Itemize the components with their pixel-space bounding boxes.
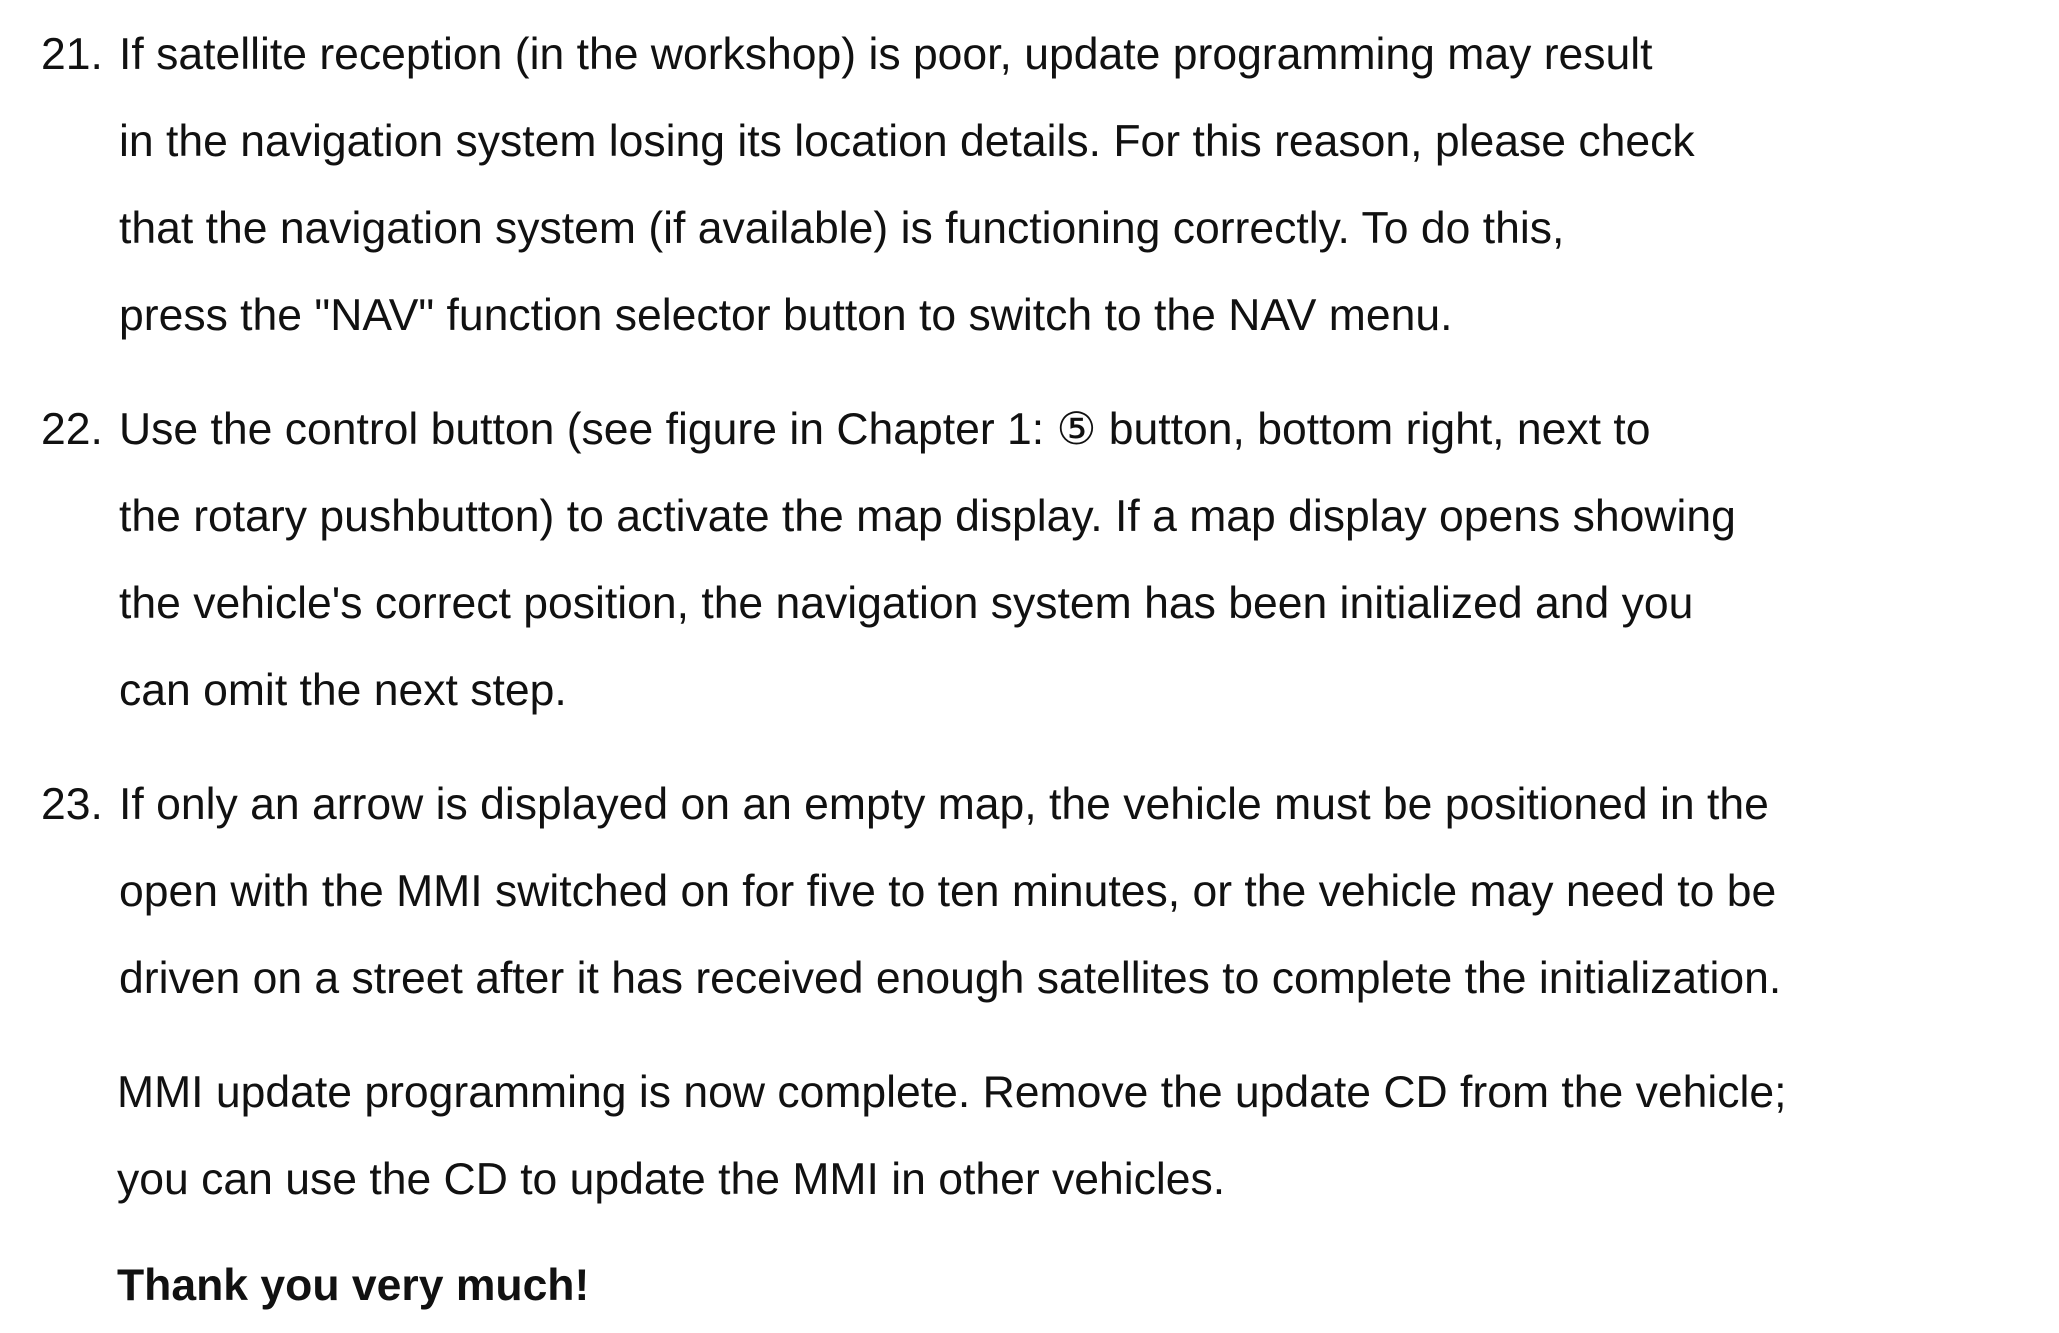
step-text — [119, 761, 2031, 1022]
text-line: that the navigation system (if available) is functioning correctly. To do this, — [119, 204, 1565, 253]
step-number: 22. — [41, 405, 103, 454]
text-line: press the "NAV" function selector button to switch to the NAV menu. — [119, 291, 1453, 340]
text-line: in the navigation system losing its location details. For this reason, please check — [119, 117, 1695, 166]
step-22 — [41, 386, 2031, 734]
step-number: 21. — [41, 30, 103, 79]
step-number: 23. — [41, 780, 103, 829]
closing-text: Thank you very much! — [117, 1261, 590, 1310]
text-line: If only an arrow is displayed on an empty map, the vehicle must be positioned in the — [119, 780, 1769, 829]
text-line: the rotary pushbutton) to activate the map display. If a map display opens showing — [119, 492, 1736, 541]
text-line: you can use the CD to update the MMI in other vehicles. — [117, 1155, 1226, 1204]
text-line: the vehicle's correct position, the navigation system has been initialized and you — [119, 579, 1694, 628]
text-line: driven on a street after it has received enough satellites to complete the initialization. — [119, 954, 1782, 1003]
text-line: open with the MMI switched on for five to ten minutes, or the vehicle may need to be — [119, 867, 1777, 916]
step-21 — [41, 11, 2031, 359]
text-line: Use the control button (see figure in Chapter 1: ⑤ button, bottom right, next to — [119, 405, 1651, 454]
completion-paragraph — [117, 1049, 2047, 1223]
step-text — [119, 386, 2031, 734]
step-text — [119, 11, 2031, 359]
text-line: If satellite reception (in the workshop) is poor, update programming may result — [119, 30, 1653, 79]
text-line: MMI update programming is now complete. Remove the update CD from the vehicle; — [117, 1068, 1787, 1117]
step-23 — [41, 761, 2031, 1022]
text-line: can omit the next step. — [119, 666, 567, 715]
